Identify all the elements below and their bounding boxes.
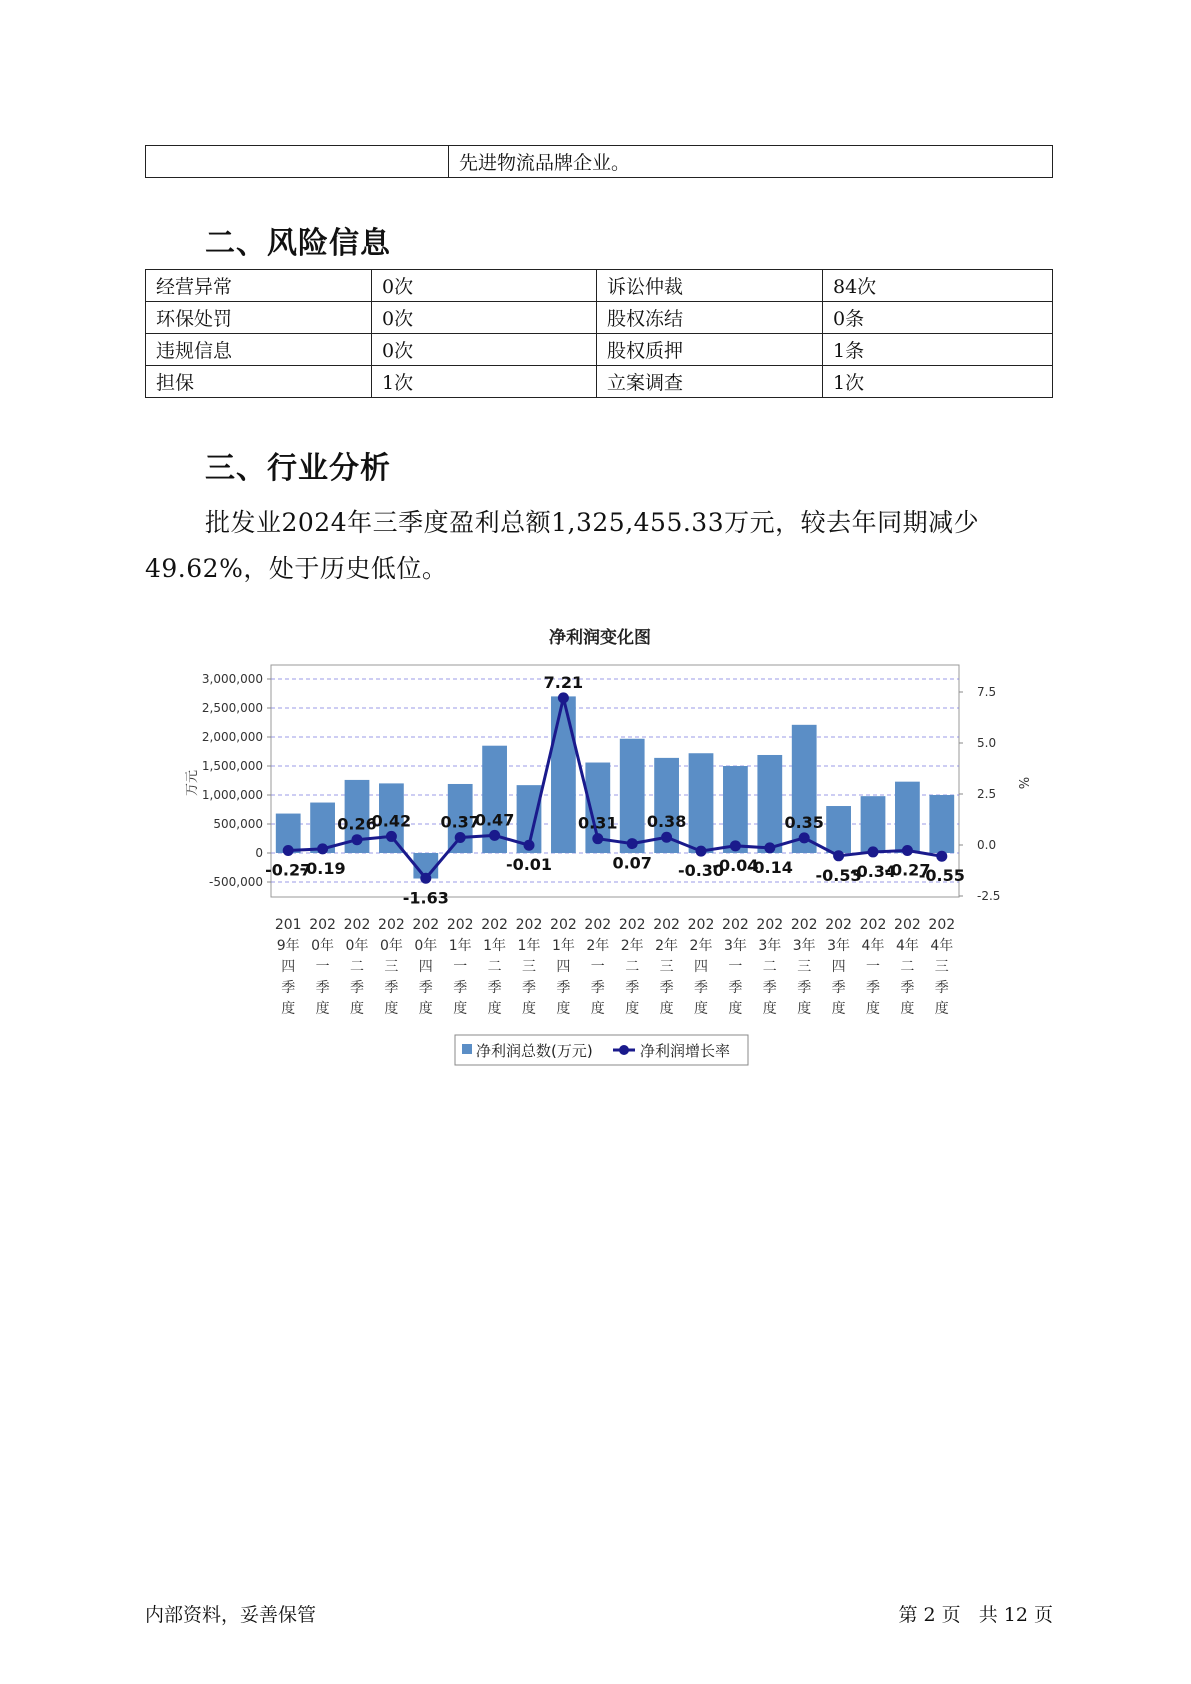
x-tick-label: 3年 [792, 938, 816, 954]
x-tick-label: 度 [728, 1001, 743, 1017]
x-tick-label: 度 [315, 1001, 330, 1017]
y-tick-label: -500,000 [209, 875, 263, 889]
legend-bar-swatch [462, 1044, 472, 1054]
analysis-paragraph-line2: 49.62%，处于历史低位。 [145, 554, 448, 583]
y-tick-label: 1,000,000 [201, 788, 263, 802]
x-tick-label: 一 [590, 959, 605, 975]
x-tick-label: 202 [894, 917, 921, 933]
x-tick-label: 二 [900, 959, 915, 975]
growth-rate-point [902, 845, 913, 856]
growth-rate-point [524, 840, 535, 851]
x-tick-label: 度 [934, 1001, 949, 1017]
x-tick-label: 0年 [414, 938, 438, 954]
x-tick-label: 度 [281, 1001, 296, 1017]
section-heading-industry: 三、行业分析 [205, 451, 391, 486]
x-tick-label: 季 [694, 980, 708, 996]
y2-axis-label: % [1015, 776, 1030, 790]
data-label: -0.27 [884, 860, 931, 880]
growth-rate-point [936, 851, 947, 862]
risk-label: 环保处罚 [146, 302, 372, 334]
growth-rate-point [799, 832, 810, 843]
y2-tick-label: 0.0 [977, 838, 997, 852]
x-tick-label: 度 [866, 1001, 880, 1017]
x-tick-label: 季 [934, 980, 949, 996]
x-tick-label: 0年 [311, 938, 335, 954]
growth-rate-point [420, 873, 431, 884]
x-tick-label: 季 [590, 980, 605, 996]
bar [757, 755, 782, 853]
x-tick-label: 度 [590, 1001, 605, 1017]
data-label: 0.31 [578, 813, 618, 833]
x-tick-label: 度 [522, 1001, 536, 1017]
x-tick-label: 2年 [655, 938, 679, 954]
data-label: 0.47 [474, 810, 515, 830]
x-tick-label: 202 [722, 917, 749, 933]
data-label: -0.04 [712, 855, 759, 875]
growth-rate-point [627, 838, 638, 849]
x-tick-label: 202 [343, 917, 371, 933]
x-tick-label: 度 [694, 1001, 708, 1017]
x-tick-label: 四 [418, 959, 433, 975]
x-tick-label: 202 [446, 917, 474, 933]
x-tick-label: 季 [384, 980, 399, 996]
data-label: -0.55 [918, 866, 965, 886]
risk-label: 违规信息 [146, 334, 372, 366]
x-tick-label: 度 [900, 1001, 915, 1017]
x-tick-label: 三 [659, 959, 674, 975]
x-tick-label: 一 [728, 959, 743, 975]
risk-label: 立案调查 [597, 366, 823, 398]
x-tick-label: 9年 [276, 938, 300, 954]
top-table-right-cell: 先进物流品牌企业。 [449, 146, 1053, 178]
risk-label: 担保 [146, 366, 372, 398]
risk-value: 1次 [823, 366, 1053, 398]
x-tick-label: 四 [694, 959, 708, 975]
x-tick-label: 度 [625, 1001, 640, 1017]
x-tick-label: 202 [756, 917, 784, 933]
x-tick-label: 季 [900, 980, 915, 996]
x-tick-label: 二 [762, 959, 777, 975]
x-tick-label: 201 [274, 917, 302, 933]
y-axis-label: 万元 [185, 769, 200, 797]
data-label: 0.07 [612, 853, 652, 873]
growth-rate-point [592, 833, 603, 844]
legend-bar-label: 净利润总数(万元) [476, 1042, 593, 1060]
growth-rate-point [730, 840, 741, 851]
x-tick-label: 季 [659, 980, 674, 996]
x-tick-label: 202 [687, 917, 715, 933]
x-tick-label: 季 [797, 980, 812, 996]
x-tick-label: 度 [831, 1001, 846, 1017]
data-label: -0.53 [815, 865, 862, 885]
x-tick-label: 季 [350, 980, 364, 996]
data-label: -0.01 [505, 855, 553, 875]
bar [895, 782, 920, 853]
x-tick-label: 202 [412, 917, 440, 933]
risk-label: 诉讼仲裁 [597, 270, 823, 302]
growth-rate-point [696, 846, 707, 857]
y2-tick-label: -2.5 [977, 889, 1001, 903]
chart-title: 净利润变化图 [549, 628, 651, 648]
x-tick-label: 度 [384, 1001, 399, 1017]
x-tick-label: 度 [418, 1001, 433, 1017]
x-tick-label: 4年 [895, 938, 919, 954]
data-label: 0.35 [784, 812, 824, 832]
x-tick-label: 3年 [758, 938, 782, 954]
risk-value: 0次 [372, 270, 597, 302]
bar [929, 795, 954, 853]
x-tick-label: 202 [859, 917, 887, 933]
data-label: -0.30 [677, 861, 725, 881]
growth-rate-point [283, 845, 294, 856]
x-tick-label: 季 [522, 980, 536, 996]
x-tick-label: 度 [659, 1001, 674, 1017]
x-tick-label: 三 [797, 959, 812, 975]
growth-rate-point [317, 843, 328, 854]
legend-line-label: 净利润增长率 [640, 1042, 731, 1060]
data-label: -0.34 [849, 861, 897, 881]
x-tick-label: 0年 [345, 938, 369, 954]
x-tick-label: 一 [315, 959, 330, 975]
data-label: -0.19 [299, 858, 346, 878]
x-tick-label: 季 [556, 980, 571, 996]
x-tick-label: 季 [762, 980, 777, 996]
section-heading-risk: 二、风险信息 [205, 226, 391, 261]
x-tick-label: 202 [515, 917, 543, 933]
x-tick-label: 4年 [861, 938, 885, 954]
y2-tick-label: 7.5 [977, 685, 997, 699]
risk-label: 经营异常 [146, 270, 372, 302]
x-tick-label: 季 [453, 980, 468, 996]
x-tick-label: 3年 [827, 938, 851, 954]
x-tick-label: 202 [378, 917, 405, 933]
x-tick-label: 二 [487, 959, 502, 975]
x-tick-label: 四 [831, 959, 846, 975]
risk-value: 0次 [372, 302, 597, 334]
x-tick-label: 度 [453, 1001, 468, 1017]
y-tick-label: 2,500,000 [201, 701, 263, 715]
x-tick-label: 三 [934, 959, 949, 975]
bar [620, 739, 645, 853]
growth-rate-point [764, 842, 775, 853]
x-tick-label: 度 [350, 1001, 364, 1017]
x-tick-label: 一 [453, 959, 468, 975]
x-tick-label: 1年 [483, 938, 507, 954]
x-tick-label: 202 [309, 917, 336, 933]
footer-confidential: 内部资料，妥善保管 [145, 1604, 317, 1626]
x-tick-label: 季 [625, 980, 640, 996]
growth-rate-point [868, 846, 879, 857]
bar [826, 806, 851, 853]
x-tick-label: 202 [618, 917, 646, 933]
growth-rate-point [489, 830, 500, 841]
bar [689, 753, 714, 853]
y-tick-label: 0 [255, 846, 263, 860]
data-label: 0.38 [646, 812, 687, 832]
growth-rate-point [352, 834, 363, 845]
risk-label: 股权冻结 [597, 302, 823, 334]
x-tick-label: 202 [653, 917, 680, 933]
x-tick-label: 202 [584, 917, 612, 933]
y-tick-label: 2,000,000 [201, 730, 263, 744]
x-tick-label: 202 [481, 917, 508, 933]
x-tick-label: 二 [350, 959, 364, 975]
y-tick-label: 3,000,000 [201, 672, 263, 686]
x-tick-label: 季 [487, 980, 502, 996]
growth-rate-point [455, 832, 466, 843]
risk-value: 84次 [823, 270, 1053, 302]
risk-value: 1条 [823, 334, 1053, 366]
x-tick-label: 度 [487, 1001, 502, 1017]
x-tick-label: 一 [866, 959, 880, 975]
x-tick-label: 2年 [586, 938, 610, 954]
data-label: 0.26 [337, 814, 377, 834]
x-tick-label: 2年 [620, 938, 644, 954]
x-tick-label: 度 [762, 1001, 777, 1017]
x-tick-label: 季 [831, 980, 846, 996]
data-label: 7.21 [543, 672, 584, 692]
bar [551, 696, 576, 853]
data-label: 0.37 [440, 812, 480, 832]
x-tick-label: 202 [928, 917, 956, 933]
bar [861, 796, 886, 853]
footer-page-number: 第 2 页 共 12 页 [898, 1604, 1053, 1626]
y2-tick-label: 5.0 [977, 736, 997, 750]
data-label: -0.14 [746, 857, 793, 877]
x-tick-label: 三 [384, 959, 399, 975]
x-tick-label: 202 [550, 917, 577, 933]
analysis-paragraph-line1: 批发业2024年三季度盈利总额1,325,455.33万元，较去年同期减少 [205, 508, 980, 537]
data-label: -0.27 [265, 860, 312, 880]
growth-rate-point [661, 832, 672, 843]
x-tick-label: 季 [315, 980, 330, 996]
x-tick-label: 二 [625, 959, 640, 975]
growth-rate-point [558, 692, 569, 703]
data-label: -1.63 [402, 888, 449, 908]
risk-label: 股权质押 [597, 334, 823, 366]
data-label: 0.42 [371, 811, 412, 831]
growth-rate-point [833, 850, 844, 861]
x-tick-label: 1年 [551, 938, 575, 954]
x-tick-label: 季 [418, 980, 433, 996]
growth-rate-point [386, 831, 397, 842]
x-tick-label: 四 [556, 959, 571, 975]
x-tick-label: 季 [281, 980, 296, 996]
x-tick-label: 202 [790, 917, 818, 933]
x-tick-label: 季 [728, 980, 743, 996]
y-tick-label: 500,000 [213, 817, 263, 831]
x-tick-label: 季 [866, 980, 880, 996]
risk-value: 0次 [372, 334, 597, 366]
x-tick-label: 3年 [723, 938, 747, 954]
x-tick-label: 202 [825, 917, 852, 933]
x-tick-label: 4年 [930, 938, 954, 954]
x-tick-label: 三 [522, 959, 536, 975]
x-tick-label: 度 [556, 1001, 571, 1017]
risk-value: 1次 [372, 366, 597, 398]
x-tick-label: 0年 [379, 938, 403, 954]
x-tick-label: 2年 [689, 938, 713, 954]
x-tick-label: 1年 [517, 938, 541, 954]
legend-line-marker [619, 1045, 629, 1055]
y-tick-label: 1,500,000 [201, 759, 263, 773]
x-tick-label: 四 [281, 959, 296, 975]
bar [723, 766, 748, 853]
x-tick-label: 度 [797, 1001, 812, 1017]
risk-value: 0条 [823, 302, 1053, 334]
x-tick-label: 1年 [448, 938, 472, 954]
y2-tick-label: 2.5 [977, 787, 997, 801]
